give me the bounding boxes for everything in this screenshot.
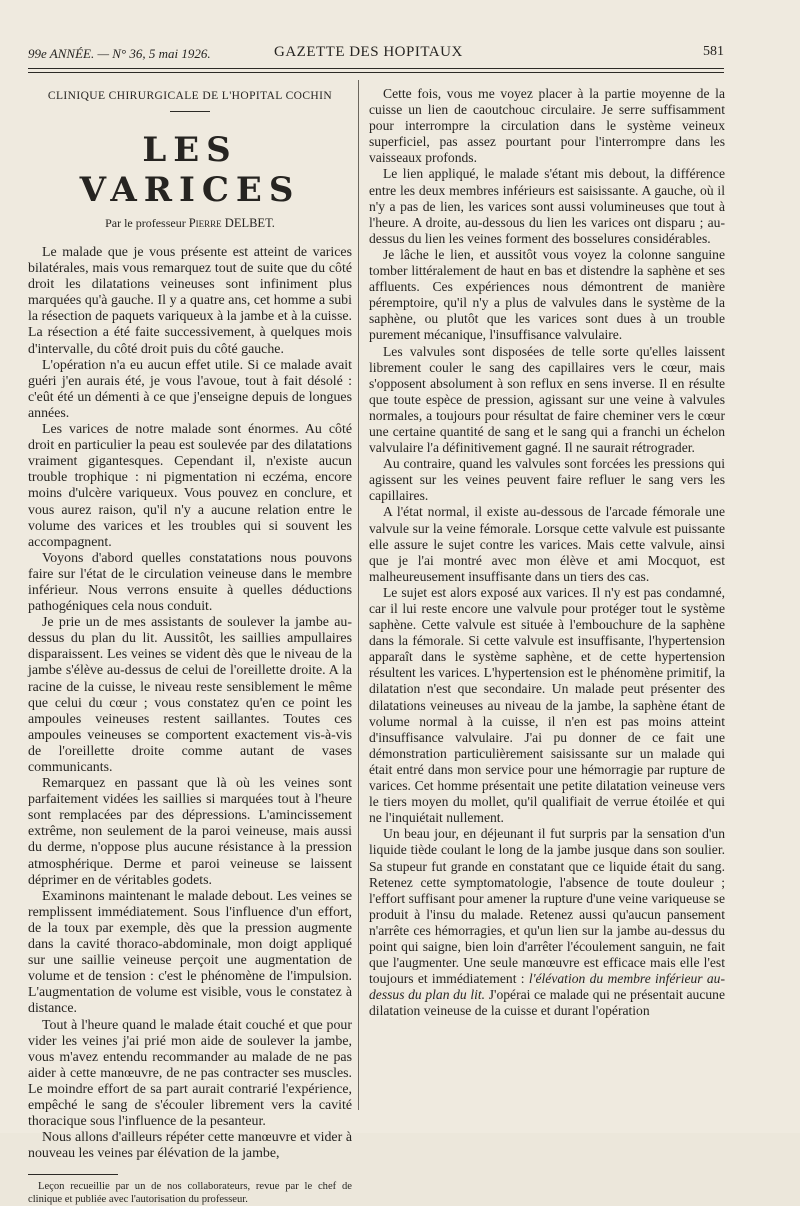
paragraph-tail: J'opérai ce malade qui ne présentait aucune dilatation veineuse de la cuisse et durant l'opération xyxy=(369,987,725,1019)
page-number: 581 xyxy=(703,44,724,59)
paragraph: Nous allons d'ailleurs répéter cette manœuvre et vider à nouveau les veines par élévation de la jambe, xyxy=(28,1130,352,1162)
left-column xyxy=(28,86,352,1206)
paragraph xyxy=(369,826,725,1019)
right-column xyxy=(369,86,725,1019)
author-name: Pierre DELBET. xyxy=(188,216,275,230)
footnote-rule xyxy=(28,1174,118,1175)
clinic-heading: CLINIQUE CHIRURGICALE DE L'HOPITAL COCHIN xyxy=(47,90,333,102)
paragraph: Le malade que je vous présente est atteint de varices bilatérales, mais vous remarquez tout de suite que du côté droit les dilatations veineuses sont infiniment plus marquées qu'à gauche. Il y a quatre ans, cet homme a subi la résection de paquets variqueux à la jambe et à la cuisse. La résection a été faite successivement, à quelques mois d'intervalle, du côté droit puis du côté gauche. xyxy=(28,245,352,357)
paragraph: L'opération n'a eu aucun effet utile. Si ce malade avait guéri j'en aurais été, je vous l'avoue, tout à fait désolé : c'eût été un démenti à ce que j'enseigne depuis de longues années. xyxy=(28,357,352,421)
heading-rule xyxy=(170,111,210,112)
paragraph: Voyons d'abord quelles constatations nous pouvons faire sur l'état de le circulation veineuse dans le membre inférieur. Nous verrons ensuite à quelles déductions pathogéniques cela nous conduit. xyxy=(28,550,352,615)
page-header xyxy=(28,44,724,64)
paragraph: Le lien appliqué, le malade s'étant mis debout, la différence entre les deux membres inférieurs est saisissante. A gauche, où il n'y a pas de lien, les varices sont aussi volumineuses que tout à l'heure. A droite, au-dessous du lien les varices ont disparu ; au-dessus du lien les veines forment des bosselures considérables. xyxy=(369,166,725,246)
column-divider xyxy=(358,80,359,1110)
byline xyxy=(28,216,352,231)
paragraph: Remarquez en passant que là où les veines sont parfaitement vidées les saillies si marquées tout à l'heure sont remplacées par des dépressions. L'amincissement extrême, non seulement de la paroi veineuse, mais aussi du derme, n'oppose plus aucune résistance à la pression atmosphérique. Derme et paroi veineuse se laissent déprimer en de véritables godets. xyxy=(28,776,352,888)
paragraph: Au contraire, quand les valvules sont forcées les pressions qui agissent sur les veines peuvent faire refluer le sang vers les capillaires. xyxy=(369,456,725,504)
paragraph: Examinons maintenant le malade debout. Les veines se remplissent immédiatement. Sous l'influence d'un effort, de la toux par exemple, dès que la pression augmente dans la cavité thoraco-abdominale, mon doigt appliqué sur une saillie veineuse perçoit une augmentation de volume et de tension : c'est le phénomène de l'impulsion. L'augmentation de volume est visible, vous le constatez à distance. xyxy=(28,888,352,1017)
paragraph: Je prie un de mes assistants de soulever la jambe au-dessus du plan du lit. Aussitôt, les saillies ampullaires disparaissent. Les veines se vident dès que le niveau de la jambe s'élève au-dessus de celui de l'oreillette droite. A la racine de la cuisse, le niveau reste sensiblement le même que celui du cœur ; vous constatez qu'en ce point les ampoules veineuses restent saillantes. Toutes ces ampoules veineuses se comportent exactement vis-à-vis de l'oreillette droite comme autant de vases communicants. xyxy=(28,615,352,775)
article-title: LES VARICES xyxy=(79,130,301,210)
paragraph: Je lâche le lien, et aussitôt vous voyez la colonne sanguine tomber littéralement de haut en bas et distendre la saphène et ses affluents. Ces expériences nous démontrent de manière péremptoire, qu'il n'y a plus de valvules dans le système de la saphène, ou plutôt que les varices sont dues à un trouble purement mécanique, l'insuffisance valvulaire. xyxy=(369,246,725,343)
paragraph: Le sujet est alors exposé aux varices. Il n'y est pas condamné, car il lui reste encore une valvule pour protéger tout le système saphène. Cette valvule est située à l'embouchure de la saphène dans la fémorale. Si cette valvule est insuffisante, l'hypertension apparaît dans le système saphène, et de cette hypertension résultent les varices. L'hypertension est le phénomène primitif, la dilatation n'est que secondaire. Un malade peut présenter des dilatations veineuses au niveau de la jambe, la saphène étant de volume normal à la cuisse, il n'en est pas moins atteint d'insuffisance valvulaire. J'ai pu donner de ce fait une démonstration particulièrement saisissante sur un malade qui était entré dans mon service pour une hémorragie par rupture de varices. Cet homme présentait une petite dilatation veineuse vers le tiers moyen du mollet, qu'il qualifiait de verrue étoilée et qui ne l'inquiétait nullement. xyxy=(369,584,725,826)
header-rule xyxy=(28,68,724,69)
paragraph: Tout à l'heure quand le malade était couché et que pour vider les veines j'ai prié mon aide de soulever la jambe, vous m'avez entendu recommander au malade de ne pas aider à cette manœuvre, de ne pas contracter ses muscles. Le moindre effort de sa part aurait contrarié l'expérience, empêché le sang de s'écouler librement vers la cavité thoracique sous l'influence de la pesanteur. xyxy=(28,1017,352,1130)
byline-prefix: Par le professeur xyxy=(105,216,186,230)
italic-emphasis: l'élévation du membre inférieur au-dessus du plan du lit. xyxy=(369,971,725,1003)
header-rule-double xyxy=(28,72,724,73)
paragraph: Cette fois, vous me voyez placer à la partie moyenne de la cuisse un lien de caoutchouc circulaire. Je serre suffisamment pour interrompre la circulation dans le système veineux superficiel, pas assez pourtant pour l'interrompre dans les vaisseaux profonds. xyxy=(369,86,725,166)
issue-line: 99e ANNÉE. — N° 36, 5 mai 1926. xyxy=(28,46,211,61)
paragraph: A l'état normal, il existe au-dessous de l'arcade fémorale une valvule sur la veine fémorale. Lorsque cette valvule est puissante elle assure le sujet contre les varices. Mais cette valvule, ainsi que je l'ai montré avec mon élève et ami Mocquot, est malheureusement insuffisante dans un tiers des cas. xyxy=(369,504,725,584)
paragraph: Les varices de notre malade sont énormes. Au côté droit en particulier la peau est soulevée par des dilatations vraiment gigantesques. Cependant il, n'existe aucun trouble trophique : ni pigmentation ni eczéma, encore moins d'ulcère variqueux. Vous pouvez en conclure, et vous aurez raison, qu'il n'y a aucune relation entre le volume des varices et les troubles qui si souvent les accompagnent. xyxy=(28,422,352,550)
footnote: Leçon recueillie par un de nos collaborateurs, revue par le chef de clinique et publiée avec l'autorisation du professeur. xyxy=(28,1181,352,1205)
journal-title: GAZETTE DES HOPITAUX xyxy=(274,44,463,60)
paragraph: Les valvules sont disposées de telle sorte qu'elles laissent librement couler le sang des capillaires vers le cœur, mais s'opposent absolument à son reflux en sens inverse. Il en résulte que toute espèce de pression, agissant sur une veine à valvules normales, a toujours pour résultat de faire cheminer vers le cœur une certaine quantité de sang et le sang qui a franchi un échelon valvulaire l'a définitivement gagné. Il ne saurait rétrograder. xyxy=(369,343,725,456)
paragraph-body: Un beau jour, en déjeunant il fut surpris par la sensation d'un liquide tiède coulant le long de la jambe jusque dans son soulier. Sa stupeur fut grande en constatant que ce liquide était du sang. Retenez cette symptomatologie, l'absence de toute douleur ; l'effort suffisant pour amener la rupture d'une veine variqueuse se produit à l'insu du malade. Retenez aussi qu'aucun pansement n'arrête ces hémorragies, et qu'un lien sur la jambe au-dessus du point qui saigne, bien loin d'arrêter l'écoulement sanguin, ne fait que l'augmenter. Une seule manœuvre est efficace mais elle l'est toujours et immédiatement : xyxy=(369,826,725,987)
